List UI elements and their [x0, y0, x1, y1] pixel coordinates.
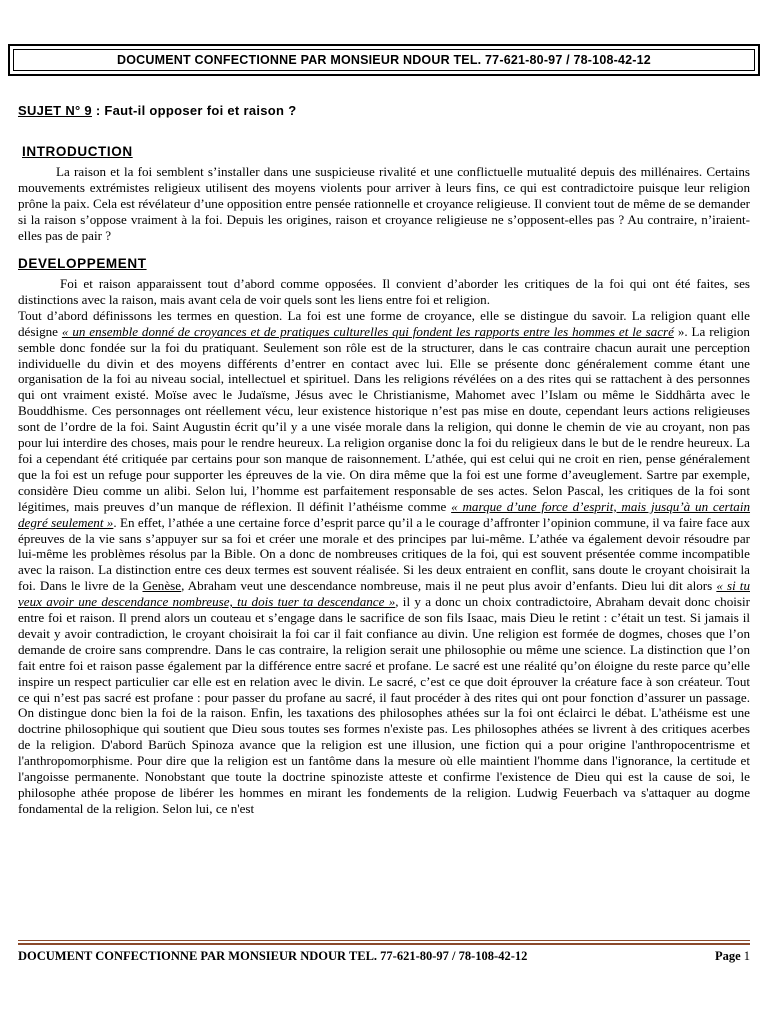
document-footer: [18, 949, 750, 964]
quote-pascal: « marque d’une force d’esprit, mais jusqu’à un certain degré seulement »: [18, 498, 751, 530]
document-header-box: [8, 44, 760, 76]
text-run: Tout d’abord définissons les termes en question. La foi est une forme de croyance, elle se distingue du savoir. La religion quant elle désigne: [18, 307, 750, 339]
subject-question: : Faut-il opposer foi et raison ?: [91, 103, 297, 118]
footer-text: DOCUMENT CONFECTIONNE PAR MONSIEUR NDOUR TEL. 77-621-80-97 / 78-108-42-12: [18, 949, 528, 963]
genese-link-text: Genèse: [142, 578, 182, 594]
developpement-heading: DEVELOPPEMENT: [18, 256, 147, 271]
quote-religion-definition: « un ensemble donné de croyances et de pratiques culturelles qui fondent les rapports entre les hommes et le sacré: [61, 323, 674, 339]
footer-divider-thin: [18, 940, 750, 941]
subject-title: [18, 103, 296, 118]
developpement-body: [18, 276, 750, 817]
introduction-heading: INTRODUCTION: [22, 144, 133, 159]
document-header-text: DOCUMENT CONFECTIONNE PAR MONSIEUR NDOUR TEL. 77-621-80-97 / 78-108-42-12: [13, 49, 755, 71]
page-label: Page: [714, 949, 741, 963]
subject-number: SUJET N° 9: [18, 103, 92, 118]
page-number-value: 1: [743, 949, 750, 963]
text-run: , Abraham veut une descendance nombreuse, mais il ne peut plus avoir d’enfants. Dieu lui dit alors: [181, 578, 717, 594]
footer-divider-thick: [18, 943, 750, 945]
introduction-text: La raison et la foi semblent s’installer dans une suspicieuse rivalité et une conflictuelle mutualité depuis des millénaires. Certains mouvements extrémistes religieux utilisent des moyens violents pour arriver à leurs fins, ce qui est contradictoire puisque leur religion prône la paix. Cela est révélateur d’une opposition entre pensée rationnelle et croyance religieuse. Il convient tout de même de se demander si la raison s’oppose vraiment à la foi. Depuis les origines, raison et croyance religieuse ne s’opposent-elles pas ? Au contraire, n’iraient-elles pas de pair ?: [18, 164, 750, 243]
developpement-paragraph-1: Foi et raison apparaissent tout d’abord comme opposées. Il convient d’aborder les critiques de la foi qui ont été faites, ses distinctions avec la raison, mais avant cela de voir quels sont les liens entre foi et religion.: [18, 276, 750, 307]
quote-abraham: « si tu veux avoir une descendance nombreuse, tu dois tuer ta descendance »: [18, 578, 750, 610]
text-run: , il y a donc un choix contradictoire, Abraham devait donc choisir entre foi et raison. Il prend alors un couteau et s’engage dans le sacrifice de son fils Isaac, mais Dieu le retint : c’était un test. Si jamais il devait y avoir contradiction, le croyant choisirait la foi car il fait confiance au divin. Une religion est formée de dogmes, choses que l’on demande de croire sans comprendre. Dans le cas contraire, la religion serait une philosophie ou même une science. La distinction que l’on fait entre foi et raison passe également par la différence entre sacré et profane. Le sacré est une réalité qu’on éloigne du reste parce qu’elle inspire un respect particulier car elle est en relation avec le divin. Le sacré, c’est ce que doit éprouver la créature face à son créateur. Tout ce qui n’est pas sacré est profane : pour passer du profane au sacré, il faut procéder à des rites qui ont pour fonction d’assurer un passage. On distingue donc bien la foi de la raison. Enfin, les taxations des philosophes athées sur la foi ont éclairci le débat. L'athéisme est une doctrine philosophique qui soutient que Dieu sous toutes ses formes n'existe pas. Les philosophes athées se livrent à des critiques acerbes de la religion. D'abord Barüch Spinoza avance que la religion est une illusion, une fiction qui a pour origine l'anthropocentrisme et l'anthropomorphisme. Pour dire que la religion est un fantôme dans la mesure où elle maintient l'homme dans l'ignorance, la certitude et l'angoisse permanente. Nonobstant que toute la doctrine spinoziste atteste et confirme l'existence de Dieu qui est la cause de soi, le philosophe athée propose de libérer les hommes en mirant les fondements de la religion. Ludwig Feuerbach va s'attaquer au dogme fondamental de la religion. Selon lui, ce n'est: [18, 594, 750, 816]
text-run: ». La religion semble donc fondée sur la foi du pratiquant. Seulement son rôle est de la structurer, dans le cas contraire chacun aurait une perception individuelle du divin et des moyens différents d’entrer en contact avec lui. Elle se présente donc généralement comme étant une organisation de la foi au niveau social, intellectuel et spirituel. Dans les religions révélées on a des rites qui se rattachent à des personnes qui ont vraiment existé. Moïse avec le Judaïsme, Jésus avec le Christianisme, Mahomet avec l’Islam ou même le Siddhârta avec le Bouddhisme. Ces personnages ont réellement vécu, leur existence historique n’est pas mise en doute, cependant leurs actions religieuses sont de l’ordre de la foi. Saint Augustin écrit qu’il y a une visée morale dans la religion, qui donne le chemin de vie au croyant, non pas pour lui interdire des choses, mais pour le rendre heureux. La religion organise donc la foi du religieux dans le but de le rendre heureux. La foi a cependant été critiquée par certains pour son manque de raisonnement. L’athée, qui est celui qui ne croit en rien, pense généralement que la foi est un refuge pour supporter les épreuves de la vie. On dira même que la foi est une forme d’aveuglement. Sartre par exemple, considère Dieu comme un alibi. Selon lui, l’homme est parfaitement responsable de ses actes. Selon Pascal, les critiques de la foi sont légitimes, mais preuves d’un manque de réflexion. Il définit l’athéisme comme: [18, 323, 750, 514]
introduction-paragraph: [18, 164, 750, 244]
page-number: [715, 949, 750, 964]
text-run: . En effet, l’athée a une certaine force d’esprit parce qu’il a le courage d’affronter l’opinion commune, il va faire face aux épreuves de la vie sans s’appuyer sur sa foi et créer une morale et des principes par lui-même. L’athée va également devoir résoudre par lui-même les problèmes résolus par la Bible. On a donc de nombreuses critiques de la foi, qui est souvent présentée comme incompatible avec la raison. La distinction entre ces deux termes est souvent réalisée. Si les deux entraient en conflit, sans doute le croyant choisirait la foi. Dans le livre de la: [18, 514, 750, 594]
developpement-paragraph-2: [18, 308, 750, 817]
